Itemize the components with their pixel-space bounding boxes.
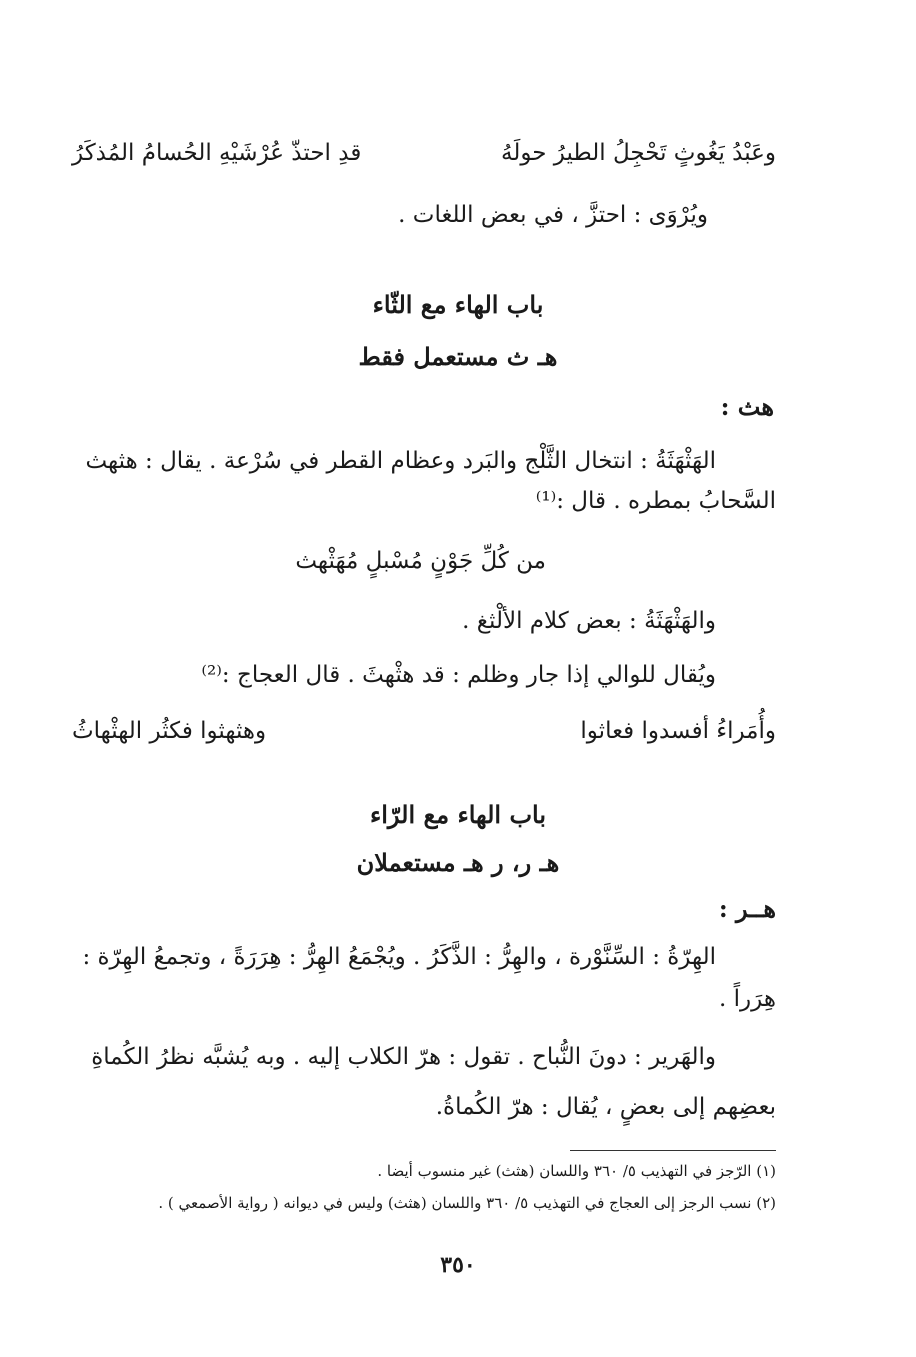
section2-paragraph2-line1: والهَرير : دونَ النُّباح . تقول : هرّ الكلاب إليه . وبه يُشبَّه نظرُ الكُماةِ	[91, 1044, 716, 1070]
section1-verse2-right: وأُمَراءُ أفسدوا فعاثوا	[580, 718, 776, 744]
section1-title: باب الهاء مع الثّاء	[372, 290, 544, 319]
footnote-1: (١) الرّجز في التهذيب ٥/ ٣٦٠ واللسان (هثث) غير منسوب أيضا .	[377, 1162, 776, 1180]
section1-verse: من كُلِّ جَوْنٍ مُسْبلٍ مُهَثْهث	[295, 548, 546, 574]
section1-paragraph3: ويُقال للوالي إذا جار وظلم : قد هثْهثَ . قال العجاج :⁽²⁾	[201, 662, 716, 688]
section2-paragraph1-line1: الهِرّةُ : السِّنَّوْرة ، والهِرُّ : الذَّكَرُ . ويُجْمَعُ الهِرُّ : هِرَرَةً ، وتجمعُ الهِرّة :	[82, 944, 716, 970]
section1-paragraph1-line1: الهَثْهَثَةُ : انتخال الثَّلْج والبَرد وعظام القطر في سُرْعة . يقال : هثهث	[85, 448, 716, 474]
footnote-2: (٢) نسب الرجز إلى العجاج في التهذيب ٥/ ٣٦٠ واللسان (هثث) وليس في ديوانه ( رواية الأصمعي ) .	[158, 1194, 776, 1212]
section1-paragraph1-line2: السَّحابُ بمطره . قال :⁽¹⁾	[535, 488, 776, 514]
verse1-right-hemistich: وعَبْدُ يَغُوثٍ تَحْجِلُ الطيرُ حولَهُ	[501, 140, 776, 166]
section2-entry-heading: هــر :	[718, 894, 776, 923]
page-number: ٣٥٠	[440, 1252, 476, 1278]
section2-title: باب الهاء مع الرّاء	[369, 800, 547, 829]
section1-verse2-left: وهثهثوا فكثُر الهثْهاثُ	[72, 718, 267, 744]
section2-paragraph2-line2: بعضِهم إلى بعضٍ ، يُقال : هرّ الكُماةُ.	[435, 1094, 776, 1120]
section1-entry-heading: هث :	[720, 392, 774, 421]
footnote-separator	[570, 1150, 776, 1151]
section1-paragraph2: والهَثْهَثَةُ : بعض كلام الألْثغ .	[462, 608, 716, 634]
section2-paragraph1-line2: هِرَراً .	[719, 986, 776, 1012]
verse1-left-hemistich: قدِ احتذّ عُرْشَيْهِ الحُسامُ المُذكَرُ	[72, 140, 362, 166]
section1-subtitle: هـ ث مستعمل فقط	[358, 342, 558, 371]
yurwa-line: ويُرْوَى : احتزَّ ، في بعض اللغات .	[398, 202, 708, 228]
section2-subtitle: هـ ر، ر هـ مستعملان	[356, 848, 560, 877]
